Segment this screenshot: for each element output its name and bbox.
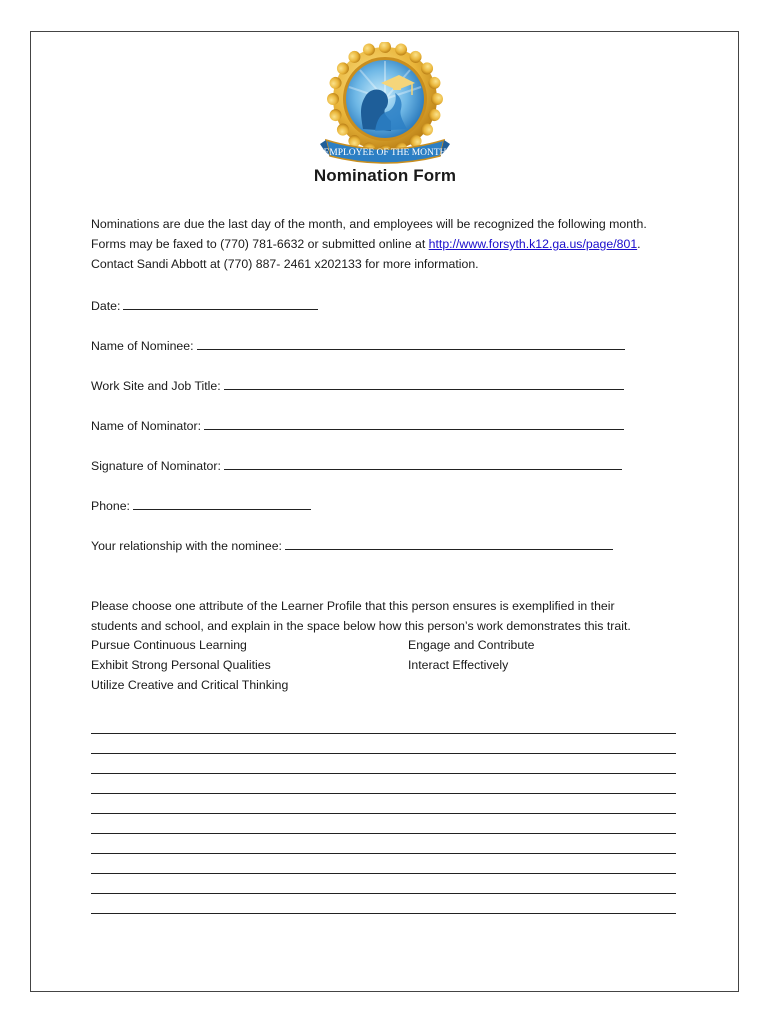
phone-input-line[interactable] <box>133 498 311 510</box>
phone-label: Phone: <box>91 499 130 513</box>
work-site-label: Work Site and Job Title: <box>91 379 221 393</box>
nominator-signature-input-line[interactable] <box>224 458 622 470</box>
attribute-item: Pursue Continuous Learning <box>91 638 247 652</box>
nominator-name-input-line[interactable] <box>204 418 624 430</box>
answer-line[interactable] <box>91 873 676 874</box>
forsyth-website-link[interactable]: http://www.forsyth.k12.ga.us/page/801 <box>428 237 638 251</box>
nominator-name-label: Name of Nominator: <box>91 419 202 433</box>
date-field <box>91 298 318 313</box>
answer-line[interactable] <box>91 913 676 914</box>
phone-field <box>91 498 311 513</box>
date-label: Date: <box>91 299 121 313</box>
answer-line[interactable] <box>91 753 676 754</box>
profile-line-1: Please choose one attribute of the Learner Profile that this person ensures is exemplified in their <box>91 599 615 613</box>
relationship-input-line[interactable] <box>285 538 613 550</box>
logo-banner-text: EMPLOYEE OF THE MONTH <box>323 148 447 158</box>
relationship-field <box>91 538 613 553</box>
learner-profile-instructions <box>91 596 691 636</box>
nominee-name-label: Name of Nominee: <box>91 339 194 353</box>
answer-line[interactable] <box>91 833 676 834</box>
nominator-signature-field <box>91 458 622 473</box>
answer-line[interactable] <box>91 773 676 774</box>
attribute-item: Exhibit Strong Personal Qualities <box>91 658 271 672</box>
answer-line[interactable] <box>91 853 676 854</box>
nominator-signature-label: Signature of Nominator: <box>91 459 221 473</box>
nominee-name-input-line[interactable] <box>197 338 625 350</box>
attribute-item: Engage and Contribute <box>408 638 535 652</box>
attribute-item: Interact Effectively <box>408 658 509 672</box>
intro-line-3: Contact Sandi Abbott at (770) 887- 2461 x202133 for more information. <box>91 257 479 271</box>
intro-line-2 <box>91 234 691 254</box>
attribute-item: Utilize Creative and Critical Thinking <box>91 678 289 692</box>
work-site-input-line[interactable] <box>224 378 624 390</box>
answer-line[interactable] <box>91 733 676 734</box>
answer-line[interactable] <box>91 793 676 794</box>
relationship-label: Your relationship with the nominee: <box>91 539 282 553</box>
employee-of-the-month-logo <box>320 42 450 166</box>
intro-line-2-text: Forms may be faxed to (770) 781-6632 or submitted online at <box>91 237 429 251</box>
nominee-name-field <box>91 338 625 353</box>
answer-line[interactable] <box>91 813 676 814</box>
intro-line-2-end: . <box>637 237 641 251</box>
profile-line-2: students and school, and explain in the space below how this person’s work demonstrates this trait. <box>91 619 631 633</box>
intro-line-1: Nominations are due the last day of the month, and employees will be recognized the following month. <box>91 217 647 231</box>
date-input-line[interactable] <box>123 298 318 310</box>
nominator-name-field <box>91 418 624 433</box>
work-site-field <box>91 378 624 393</box>
answer-line[interactable] <box>91 893 676 894</box>
intro-paragraph <box>91 214 691 274</box>
page-title: Nomination Form <box>313 166 457 185</box>
